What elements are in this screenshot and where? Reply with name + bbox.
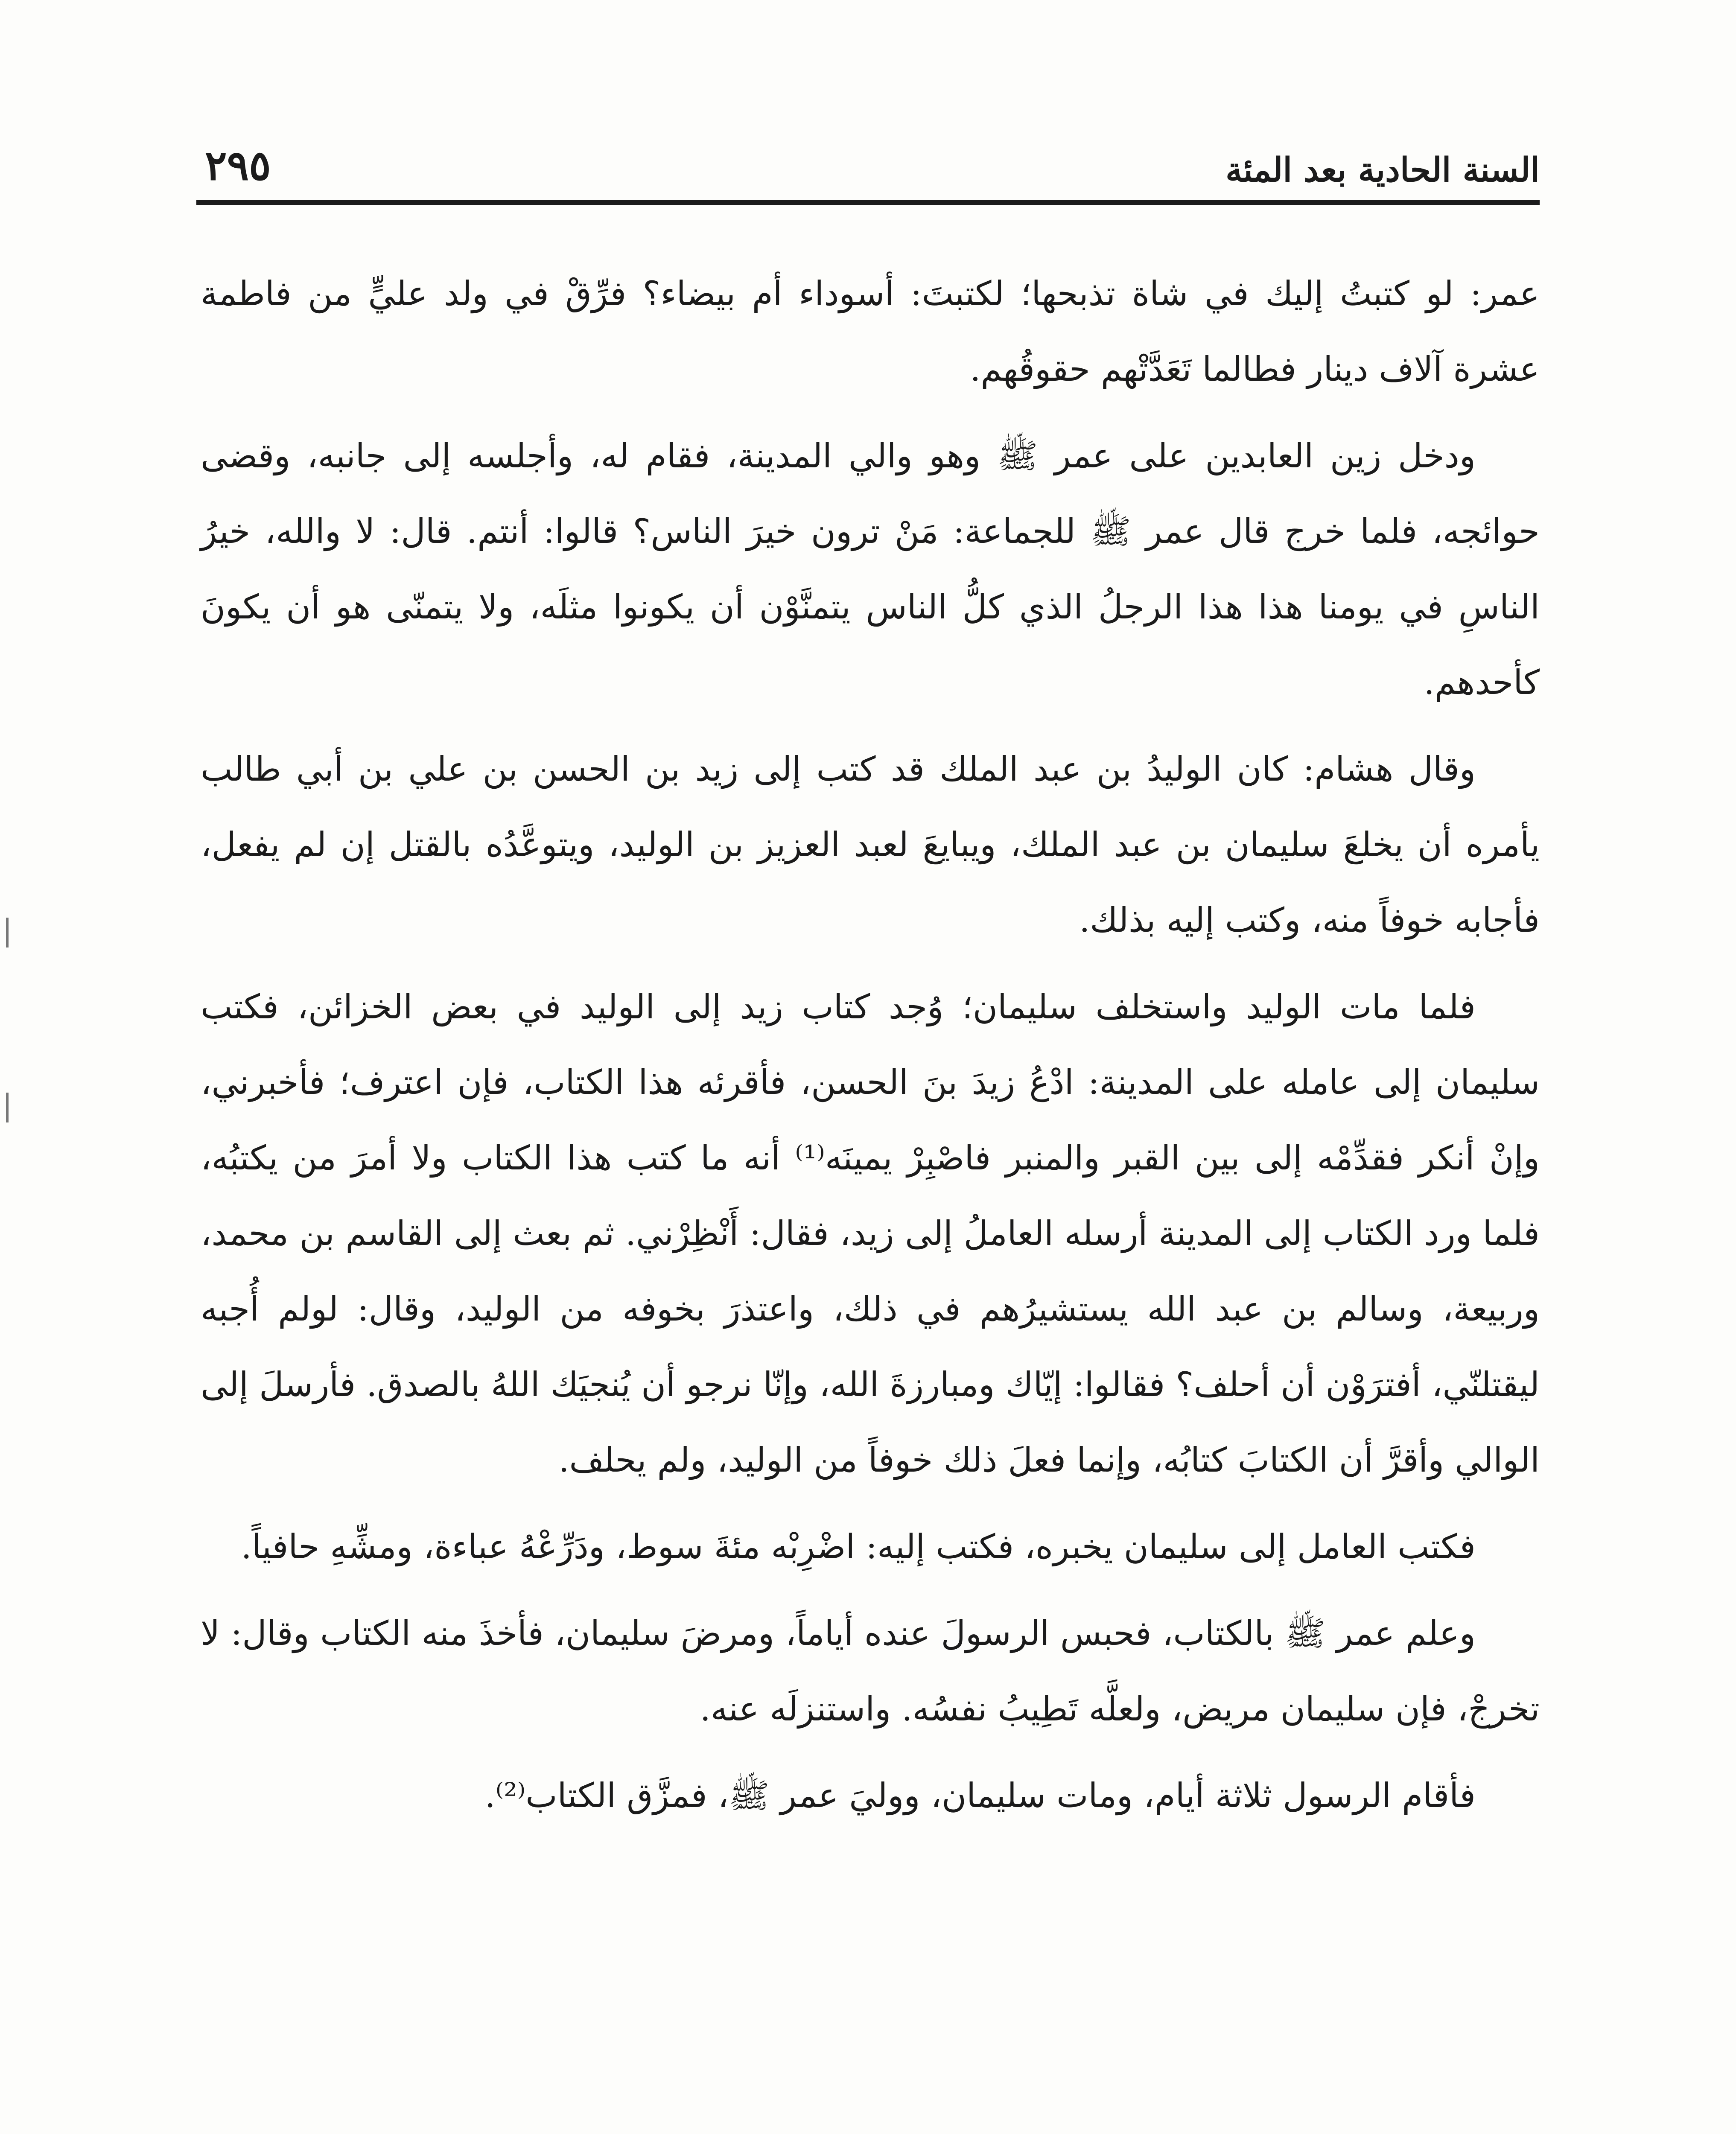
scan-edge-mark (6, 918, 9, 947)
paragraph: عمر: لو كتبتُ إليك في شاة تذبحها؛ لكتبتَ: أسوداء أم بيضاء؟ فرِّقْ في ولد عليٍّ من فاطمة عشرة آلاف دينار فطالما تَعَدَّتْهم حقوقُهم. (201, 274, 1540, 389)
header-rule (196, 200, 1540, 205)
paragraph: فلما مات الوليد واستخلف سليمان؛ وُجد كتاب زيد إلى الوليد في بعض الخزائن، فكتب سليمان إلى عامله على المدينة: ادْعُ زيدَ بنَ الحسن، فأقرئه هذا الكتاب، فإن اعترف؛ فأخبرني، وإنْ أنكر فقدِّمْه إلى بين القبر والمنبر فاصْبِرْ يمينَه⁽¹⁾ أنه ما كتب هذا الكتاب ولا أمرَ من يكتبُه، فلما ورد الكتاب إلى المدينة أرسله العاملُ إلى زيد، فقال: أَنْظِرْني. ثم بعث إلى القاسم بن محمد، وربيعة، وسالم بن عبد الله يستشيرُهم في ذلك، واعتذرَ بخوفه من الوليد، وقال: لولم أُجبه ليقتلنّي، أفترَوْن أن أحلف؟ فقالوا: إيّاك ومبارزةَ الله، وإنّا نرجو أن يُنجيَك اللهُ بالصدق. فأرسلَ إلى الوالي وأقرَّ أن الكتابَ كتابُه، وإنما فعلَ ذلك خوفاً من الوليد، ولم يحلف. (201, 987, 1540, 1480)
main-text (201, 256, 1540, 1845)
paragraph: فأقام الرسول ثلاثة أيام، ومات سليمان، ووليَ عمر ﷺ، فمزَّق الكتاب⁽²⁾. (484, 1776, 1476, 1815)
section-title: السنة الحادية بعد المئة (1225, 151, 1540, 189)
paragraph: وقال هشام: كان الوليدُ بن عبد الملك قد كتب إلى زيد بن الحسن بن علي بن أبي طالب يأمره أن يخلعَ سليمان بن عبد الملك، ويبايعَ لعبد العزيز بن الوليد، ويتوعَّدُه بالقتل إن لم يفعل، فأجابه خوفاً منه، وكتب إليه بذلك. (201, 749, 1540, 940)
paragraph: وعلم عمر ﷺ بالكتاب، فحبس الرسولَ عنده أياماً، ومرضَ سليمان، فأخذَ منه الكتاب وقال: لا تخرجْ، فإن سليمان مريض، ولعلَّه تَطِيبُ نفسُه. واستنزلَه عنه. (201, 1614, 1540, 1729)
scan-edge-mark (6, 1093, 9, 1122)
page-number: ٢٩٥ (205, 141, 271, 189)
running-header (196, 141, 1540, 209)
paragraph: ودخل زين العابدين على عمر ﷺ وهو والي المدينة، فقام له، وأجلسه إلى جانبه، وقضى حوائجه، فلما خرج قال عمر ﷺ للجماعة: مَنْ ترون خيرَ الناس؟ قالوا: أنتم. قال: لا والله، خيرُ الناسِ في يومنا هذا هذا الرجلُ الذي كلُّ الناس يتمنَّوْن أن يكونوا مثلَه، ولا يتمنّى هو أن يكونَ كأحدهم. (201, 436, 1540, 702)
paragraph: فكتب العامل إلى سليمان يخبره، فكتب إليه: اضْرِبْه مئةَ سوط، ودَرِّعْهُ عباءة، ومشِّهِ حافياً. (241, 1527, 1476, 1566)
